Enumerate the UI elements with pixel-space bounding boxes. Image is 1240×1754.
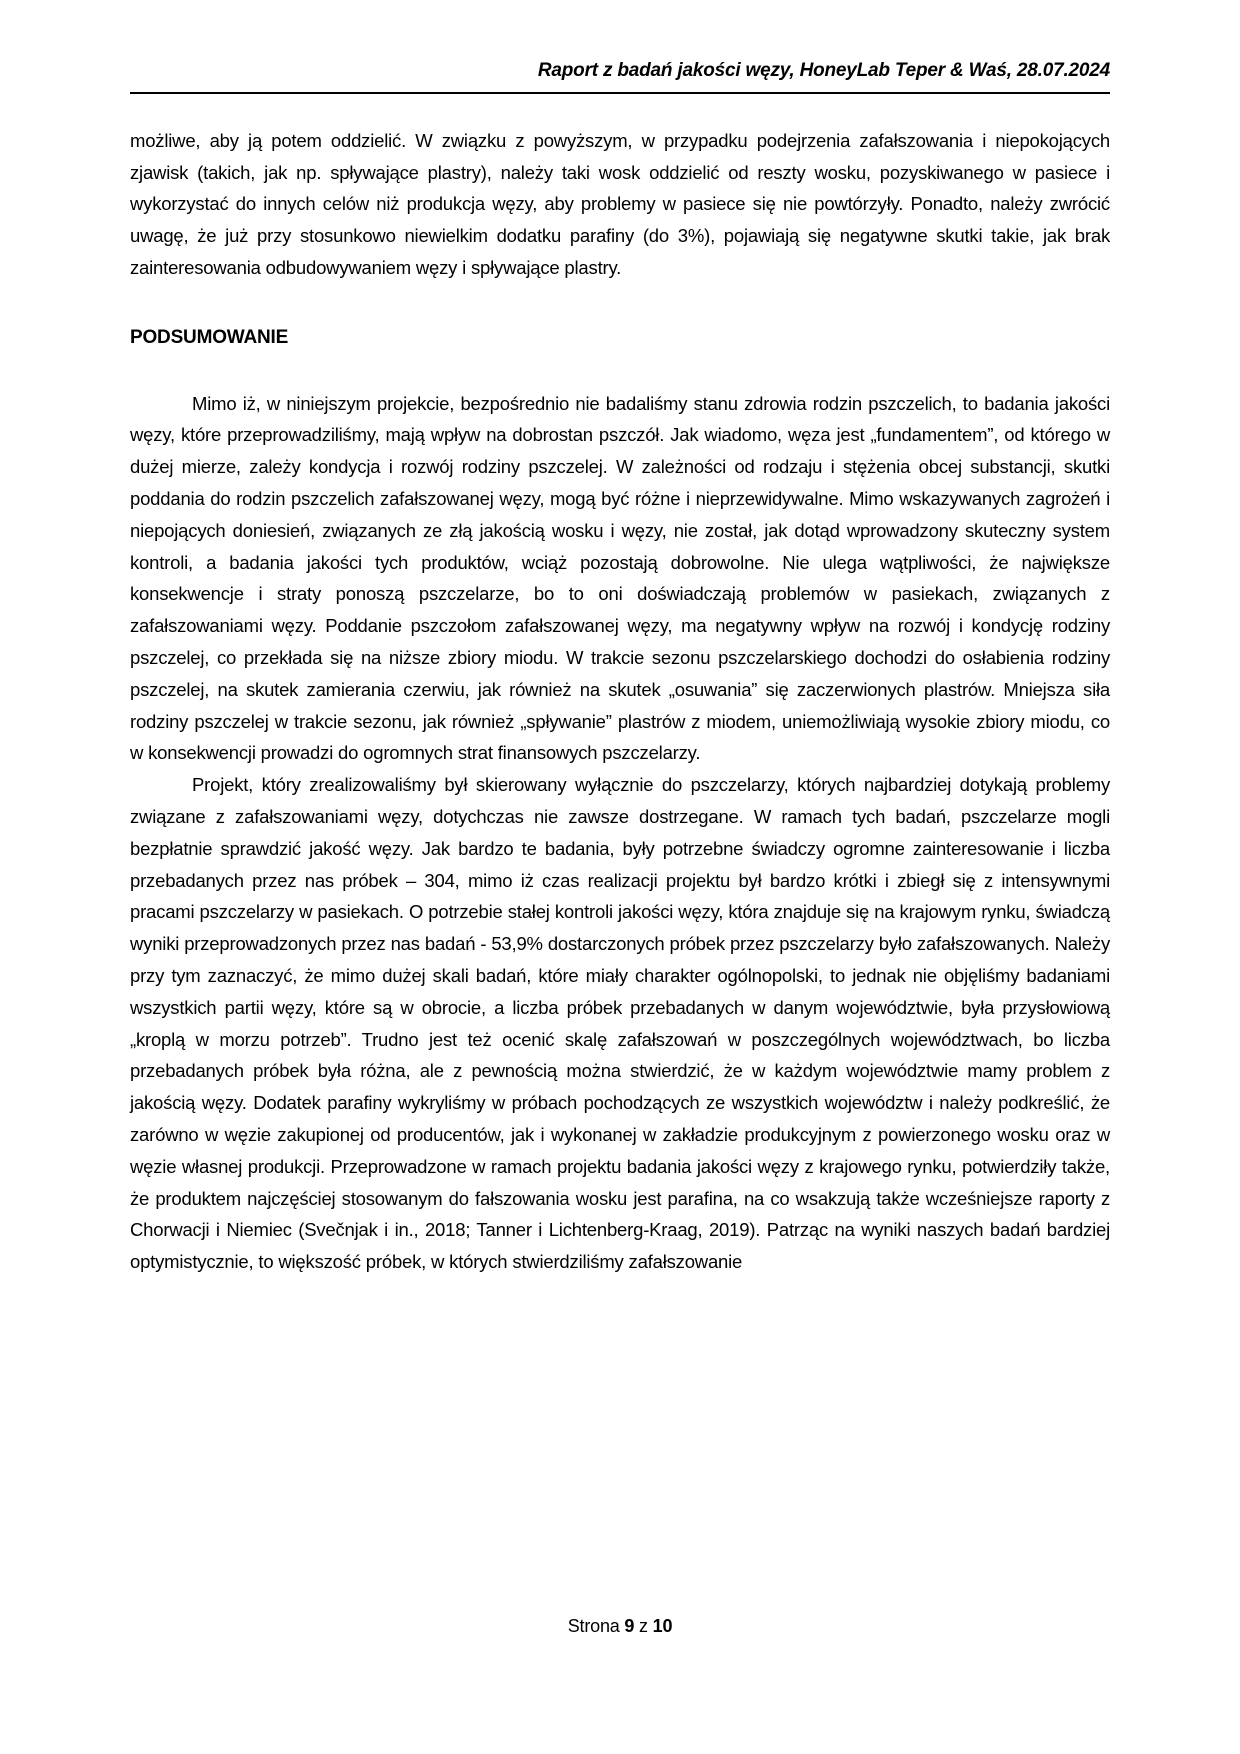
paragraph-summary-1: Mimo iż, w niniejszym projekcie, bezpośrednio nie badaliśmy stanu zdrowia rodzin pszczelich, to badania jakości węzy, które przeprowadziliśmy, mają wpływ na dobrostan pszczół. Jak wiadomo, węza jest „fundamentem”, od którego w dużej mierze, zależy kondycja i rozwój rodziny pszczelej. W zależności od rodzaju i stężenia obcej substancji, skutki poddania do rodzin pszczelich zafałszowanej węzy, mogą być różne i nieprzewidywalne. Mimo wskazywanych zagrożeń i niepojących doniesień, związanych ze złą jakością wosku i węzy, nie został, jak dotąd wprowadzony skuteczny system kontroli, a badania jakości tych produktów, wciąż pozostają dobrowolne. Nie ulega wątpliwości, że największe konsekwencje i straty ponoszą pszczelarze, bo to oni doświadczają problemów w pasiekach, związanych z zafałszowaniami węzy. Poddanie pszczołom zafałszowanej węzy, ma negatywny wpływ na rozwój i kondycję rodziny pszczelej, co przekłada się na niższe zbiory miodu. W trakcie sezonu pszczelarskiego dochodzi do osłabienia rodziny pszczelej, na skutek zamierania czerwiu, jak również na skutek „osuwania” się zaczerwionych plastrów. Mniejsza siła rodziny pszczelej w trakcie sezonu, jak również „spływanie” plastrów z miodem, uniemożliwiają wysokie zbiory miodu, co w konsekwencji prowadzi do ogromnych strat finansowych pszczelarzy.	[130, 392, 1110, 764]
header-title: Raport z badań jakości węzy, HoneyLab Teper & Waś, 28.07.2024	[537, 60, 1110, 81]
footer-page-separator: z	[639, 1616, 648, 1636]
footer-page-number: 9	[624, 1616, 635, 1636]
page-header	[130, 0, 1110, 94]
footer-total-pages: 10	[652, 1616, 673, 1636]
paragraph-continuation: możliwe, aby ją potem oddzielić. W związku z powyższym, w przypadku podejrzenia zafałszowania i niepokojących zjawisk (takich, jak np. spływające plastry), należy taki wosk oddzielić od reszty wosku, pozyskiwanego w pasiece i wykorzystać do innych celów niż produkcja węzy, aby problemy w pasiece się nie powtórzyły. Ponadto, należy zwrócić uwagę, że już przy stosunkowo niewielkim dodatku parafiny (do 3%), pojawiają się negatywne skutki takie, jak brak zainteresowania odbudowywaniem węzy i spływające plastry.	[130, 129, 1110, 278]
paragraph-summary-2: Projekt, który zrealizowaliśmy był skierowany wyłącznie do pszczelarzy, których najbardziej dotykają problemy związane z zafałszowaniami węzy, dotychczas nie zawsze dostrzegane. W ramach tych badań, pszczelarze mogli bezpłatnie sprawdzić jakość węzy. Jak bardzo te badania, były potrzebne świadczy ogromne zainteresowanie i liczba przebadanych przez nas próbek – 304, mimo iż czas realizacji projektu był bardzo krótki i zbiegł się z intensywnymi pracami pszczelarzy w pasiekach. O potrzebie stałej kontroli jakości węzy, która znajduje się na krajowym rynku, świadczą wyniki przeprowadzonych przez nas badań - 53,9% dostarczonych próbek przez pszczelarzy było zafałszowanych. Należy przy tym zaznaczyć, że mimo dużej skali badań, które miały charakter ogólnopolski, to jednak nie objęliśmy badaniami wszystkich partii węzy, które są w obrocie, a liczba próbek przebadanych w danym województwie, była przysłowiową „kroplą w morzu potrzeb”. Trudno jest też ocenić skalę zafałszowań w poszczególnych województwach, bo liczba przebadanych próbek była różna, ale z pewnością można stwierdzić, że w każdym województwie mamy problem z jakością węzy. Dodatek parafiny wykryliśmy w próbach pochodzących ze wszystkich województw i należy podkreślić, że zarówno w węzie zakupionej od producentów, jak i wykonanej w zakładzie produkcyjnym z powierzonego wosku oraz w węzie własnej produkcji. Przeprowadzone w ramach projektu badania jakości węzy z krajowego rynku, potwierdziły także, że produktem najczęściej stosowanym do fałszowania wosku jest parafina, na co wsakzują także wcześniejsze raporty z Chorwacji i Niemiec (Svečnjak i in., 2018; Tanner i Lichtenberg-Kraag, 2019). Patrząc na wyniki naszych badań bardziej optymistycznie, to większość próbek, w których stwierdziliśmy zafałszowanie	[130, 774, 1110, 1273]
section-heading-podsumowanie: PODSUMOWANIE	[130, 326, 289, 348]
document-body	[130, 125, 1110, 1278]
footer-page-prefix: Strona	[567, 1616, 620, 1636]
page-footer	[0, 1616, 1240, 1637]
page-content	[130, 0, 1110, 1278]
